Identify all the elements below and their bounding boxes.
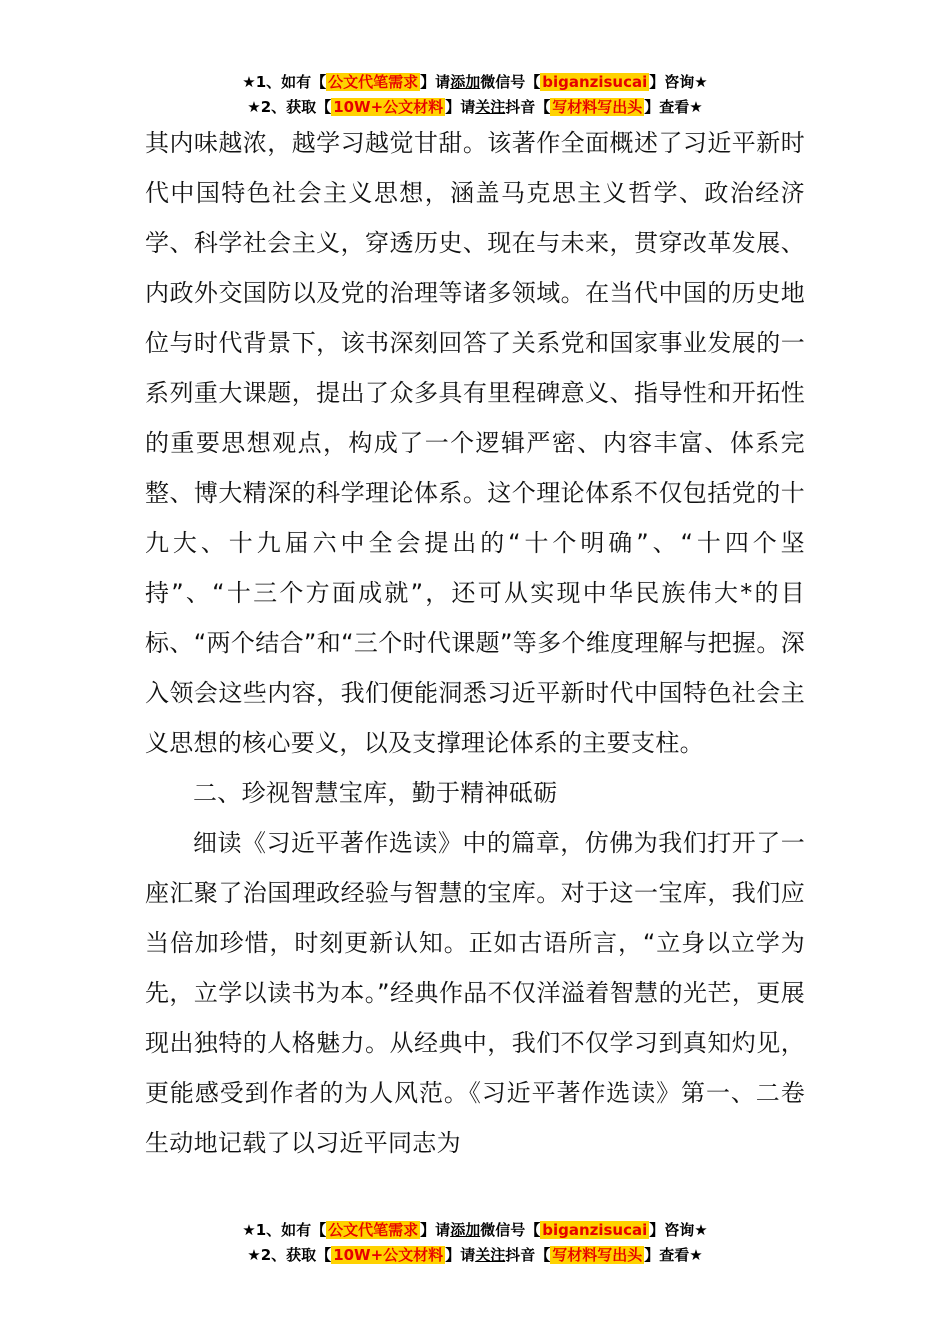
- section-heading-2: 二、珍视智慧宝库，勤于精神砥砺: [193, 779, 558, 807]
- footer-highlight-materials: 10W+公文材料: [333, 1246, 444, 1264]
- footer-line-2-text: 】请: [445, 1246, 476, 1264]
- document-body: [145, 118, 805, 1168]
- footer-line-2-underlined: 关注: [475, 1246, 506, 1264]
- footer-highlight-douyin-account: 写材料写出头: [552, 1246, 643, 1264]
- footer-line-1: [0, 1218, 950, 1243]
- highlight-writing-service: 公文代笔需求: [328, 73, 419, 91]
- footer-line-2-prefix: ★2、获取【: [247, 1246, 332, 1264]
- footer-line-1-underlined: 添加: [450, 1221, 481, 1239]
- header-line-1-text: 】请: [420, 73, 451, 91]
- footer-line-1-prefix: ★1、如有【: [242, 1221, 327, 1239]
- header-line-2: [0, 95, 950, 120]
- header-line-2-text-2: 抖音【: [505, 98, 551, 116]
- footer-line-1-suffix: 】咨询★: [649, 1221, 708, 1239]
- highlight-materials: 10W+公文材料: [333, 98, 444, 116]
- header-banner: [0, 70, 950, 120]
- footer-line-2-suffix: 】查看★: [644, 1246, 703, 1264]
- footer-line-2: [0, 1243, 950, 1268]
- header-line-1-underlined: 添加: [450, 73, 481, 91]
- header-line-2-text: 】请: [445, 98, 476, 116]
- header-line-1-suffix: 】咨询★: [649, 73, 708, 91]
- header-line-1-text-2: 微信号【: [480, 73, 541, 91]
- footer-banner: [0, 1218, 950, 1268]
- footer-line-1-text-2: 微信号【: [480, 1221, 541, 1239]
- footer-highlight-wechat-id: biganzisucai: [542, 1221, 648, 1239]
- header-line-2-suffix: 】查看★: [644, 98, 703, 116]
- header-line-1: [0, 70, 950, 95]
- footer-line-2-text-2: 抖音【: [505, 1246, 551, 1264]
- highlight-douyin-account: 写材料写出头: [552, 98, 643, 116]
- highlight-wechat-id: biganzisucai: [542, 73, 648, 91]
- header-line-1-prefix: ★1、如有【: [242, 73, 327, 91]
- header-line-2-prefix: ★2、获取【: [247, 98, 332, 116]
- paragraph-2: 细读《习近平著作选读》中的篇章，仿佛为我们打开了一座汇聚了治国理政经验与智慧的宝库。对于这一宝库，我们应当倍加珍惜，时刻更新认知。正如古语所言，“立身以立学为先，立学以读书为本。”经典作品不仅洋溢着智慧的光芒，更展现出独特的人格魅力。从经典中，我们不仅学习到真知灼见，更能感受到作者的为人风范。《习近平著作选读》第一、二卷生动地记载了以习近平同志为: [145, 829, 805, 1157]
- footer-highlight-writing-service: 公文代笔需求: [328, 1221, 419, 1239]
- paragraph-1: 其内味越浓，越学习越觉甘甜。该著作全面概述了习近平新时代中国特色社会主义思想，涵盖马克思主义哲学、政治经济学、科学社会主义，穿透历史、现在与未来，贯穿改革发展、内政外交国防以及党的治理等诸多领域。在当代中国的历史地位与时代背景下，该书深刻回答了关系党和国家事业发展的一系列重大课题，提出了众多具有里程碑意义、指导性和开拓性的重要思想观点，构成了一个逻辑严密、内容丰富、体系完整、博大精深的科学理论体系。这个理论体系不仅包括党的十九大、十九届六中全会提出的“十个明确”、“十四个坚持”、“十三个方面成就”，还可从实现中华民族伟大*的目标、“两个结合”和“三个时代课题”等多个维度理解与把握。深入领会这些内容，我们便能洞悉习近平新时代中国特色社会主义思想的核心要义，以及支撑理论体系的主要支柱。: [145, 129, 805, 757]
- header-line-2-underlined: 关注: [475, 98, 506, 116]
- footer-line-1-text: 】请: [420, 1221, 451, 1239]
